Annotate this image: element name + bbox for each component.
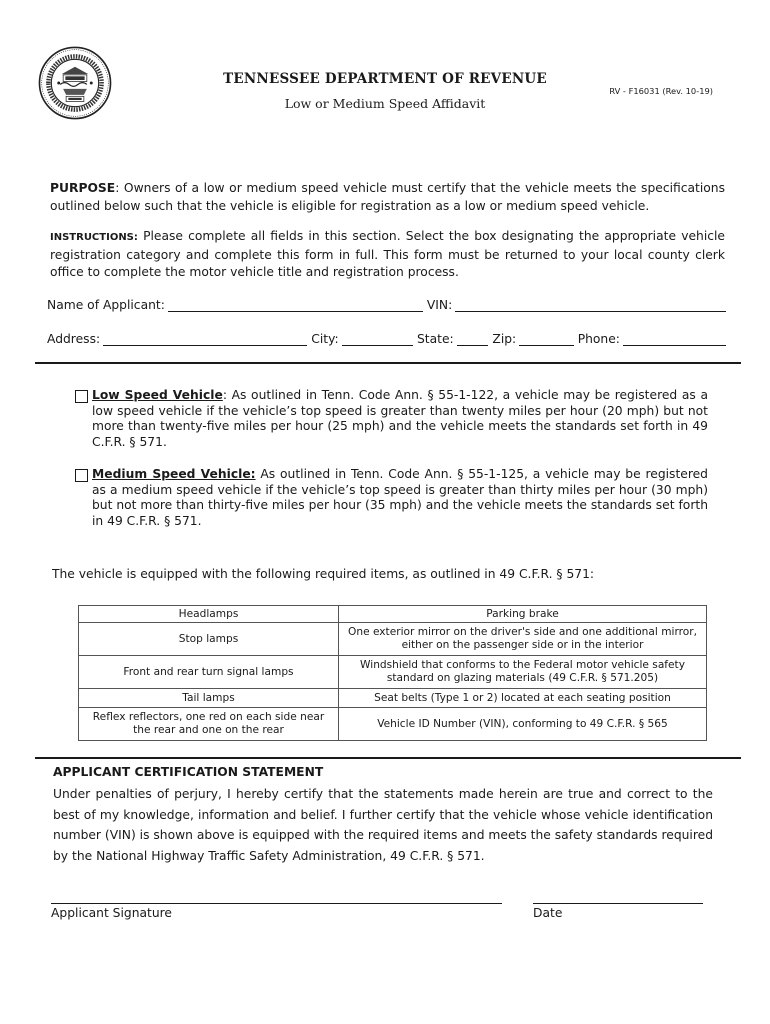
purpose-label: PURPOSE [50, 181, 116, 195]
city-label: City: [311, 332, 339, 346]
instructions-label: INSTRUCTIONS: [50, 232, 138, 243]
instructions-text: Please complete all fields in this section. Select the box designating the appropriate vehicle registration category and complete this form in full. This form must be returned to your local county clerk office to complete the motor vehicle title and registration process. [50, 229, 725, 279]
low-speed-title: Low Speed Vehicle [92, 388, 223, 402]
applicant-name-row [47, 298, 730, 312]
purpose-text: : Owners of a low or medium speed vehicle must certify that the vehicle meets the specifications outlined below such that the vehicle is eligible for registration as a low or medium speed vehicle. [50, 181, 725, 213]
address-row [47, 332, 730, 346]
table-cell: Windshield that conforms to the Federal motor vehicle safety standard on glazing materials (49 C.F.R. § 571.205) [339, 656, 707, 689]
certification-heading: APPLICANT CERTIFICATION STATEMENT [53, 765, 324, 779]
table-row [79, 606, 707, 623]
table-row [79, 689, 707, 708]
purpose-paragraph [50, 180, 725, 215]
state-field[interactable] [457, 332, 489, 346]
vin-label: VIN: [426, 298, 453, 312]
low-speed-description [92, 388, 708, 450]
department-title: TENNESSEE DEPARTMENT OF REVENUE [223, 71, 547, 87]
section-divider [35, 362, 741, 364]
certification-text: Under penalties of perjury, I hereby certify that the statements made herein are true and correct to the best of my knowledge, information and belief. I further certify that the vehicle whose vehicle identification number (VIN) is shown above is equipped with the required items and meets the safety standards required by the National Highway Traffic Safety Administration, 49 C.F.R. § 571. [53, 787, 713, 863]
applicant-signature-field[interactable] [51, 903, 502, 904]
table-cell: Seat belts (Type 1 or 2) located at each seating position [339, 689, 707, 708]
table-row [79, 623, 707, 656]
table-cell: Front and rear turn signal lamps [79, 656, 339, 689]
low-speed-option [75, 388, 708, 450]
table-cell: Vehicle ID Number (VIN), conforming to 49 C.F.R. § 565 [339, 708, 707, 741]
vin-field[interactable] [455, 298, 726, 312]
required-items-table [78, 605, 707, 741]
name-label: Name of Applicant: [47, 298, 165, 312]
address-label: Address: [47, 332, 101, 346]
table-cell: Reflex reflectors, one red on each side near the rear and one on the rear [79, 708, 339, 741]
date-label: Date [533, 906, 563, 920]
city-field[interactable] [342, 332, 413, 346]
applicant-signature-label: Applicant Signature [51, 906, 172, 920]
table-cell: One exterior mirror on the driver's side and one additional mirror, either on the passenger side or in the interior [339, 623, 707, 656]
table-cell: Tail lamps [79, 689, 339, 708]
medium-speed-text: As outlined in Tenn. Code Ann. § 55-1-125, a vehicle may be registered as a medium speed vehicle if the vehicle’s top speed is greater than thirty miles per hour (30 mph) but not more than thirty-five miles per hour (35 mph) and the vehicle meets the standards set forth in 49 C.F.R. § 571. [92, 467, 708, 528]
phone-field[interactable] [623, 332, 726, 346]
address-field[interactable] [103, 332, 307, 346]
low-speed-text: : As outlined in Tenn. Code Ann. § 55-1-122, a vehicle may be registered as a low speed vehicle if the vehicle’s top speed is greater than twenty miles per hour (20 mph) but not more than twenty-five miles per hour (25 mph) and the vehicle meets the standards set forth in 49 C.F.R. § 571. [92, 388, 708, 449]
section-divider [35, 757, 741, 759]
zip-label: Zip: [492, 332, 517, 346]
medium-speed-title: Medium Speed Vehicle: [92, 467, 256, 481]
phone-label: Phone: [577, 332, 620, 346]
form-number: RV - F16031 (Rev. 10-19) [609, 86, 713, 96]
table-cell: Parking brake [339, 606, 707, 623]
table-row [79, 656, 707, 689]
table-cell: Stop lamps [79, 623, 339, 656]
date-field[interactable] [533, 903, 703, 904]
low-speed-checkbox[interactable] [75, 390, 88, 403]
table-row [79, 708, 707, 741]
form-subtitle: Low or Medium Speed Affidavit [284, 96, 486, 111]
zip-field[interactable] [519, 332, 574, 346]
medium-speed-description [92, 467, 708, 529]
table-cell: Headlamps [79, 606, 339, 623]
applicant-name-field[interactable] [168, 298, 423, 312]
medium-speed-checkbox[interactable] [75, 469, 88, 482]
instructions-paragraph [50, 228, 725, 282]
medium-speed-option [75, 467, 708, 529]
equipped-intro: The vehicle is equipped with the following required items, as outlined in 49 C.F.R. § 571: [52, 567, 595, 581]
state-label: State: [416, 332, 454, 346]
